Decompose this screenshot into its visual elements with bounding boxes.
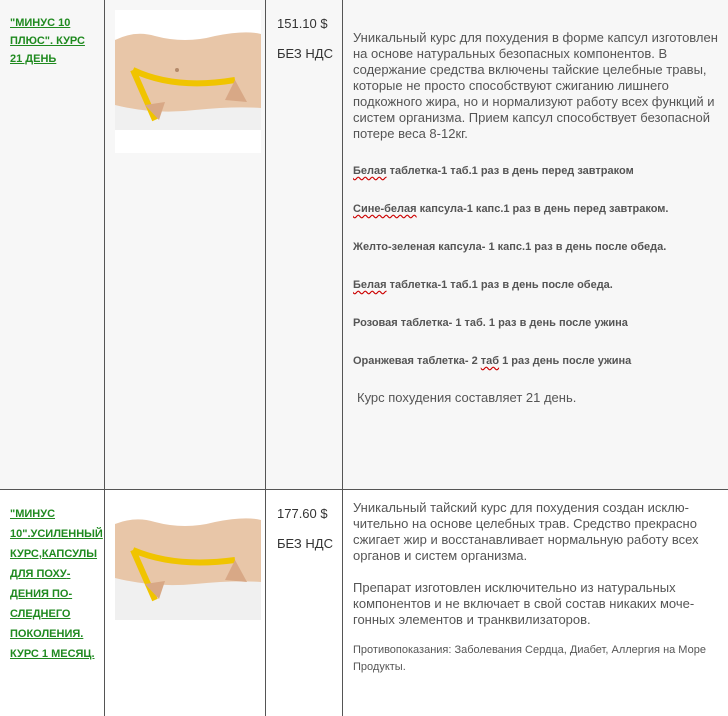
- waist-measure-illustration: [115, 514, 261, 620]
- waist-measure-illustration: [115, 10, 261, 153]
- price: 151.10 $: [277, 14, 342, 34]
- product-photo: [115, 514, 261, 620]
- course-duration: Курс похудения составляет 21 день.: [357, 390, 720, 405]
- product-row: [0, 490, 728, 716]
- description-extra: Препарат изготовлен исключительно из натуральных компонентов и не включает в свой состав никаких мочегонных элементов и транквилизаторов.: [353, 580, 722, 628]
- description: Уникальный курс для похудения в форме капсул изготовлен на основе натуральных безопасных компонентов. В содержание средства включены тайские целебные травы, которые не просто способствуют сжиганию лишнего подкожного жира, но и нормализуют работу всех функций и систем организма. Прием капсул способствует безопасной потере веса 8-12кг.: [353, 30, 722, 142]
- product-link[interactable]: "МИНУС 10 ПЛЮС". КУРС 21 ДЕНЬ: [10, 14, 98, 68]
- tax-note: БЕЗ НДС: [277, 44, 342, 64]
- product-name-cell: [0, 490, 105, 716]
- product-name-cell: [0, 0, 105, 490]
- price: 177.60 $: [277, 504, 342, 524]
- price-cell: [266, 0, 343, 490]
- product-image-cell: [105, 0, 266, 490]
- instruction-line: Оранжевая таблетка- 2 таб 1 раз день после ужина: [353, 354, 720, 368]
- instruction-line: Белая таблетка-1 таб.1 раз в день перед завтраком: [353, 164, 720, 178]
- instruction-line: Розовая таблетка- 1 таб. 1 раз в день после ужина: [353, 316, 720, 330]
- product-photo: [115, 10, 261, 153]
- instruction-line: Желто-зеленая капсула- 1 капс.1 раз в день после обеда.: [353, 240, 720, 254]
- product-link[interactable]: "МИНУС 10".УСИЛЕННЫЙ КУРС,КАПСУЛЫ ДЛЯ ПОХУДЕНИЯ ПОСЛЕДНЕГО ПОКОЛЕНИЯ. КУРС 1 МЕСЯЦ.: [10, 504, 98, 664]
- contraindications: Противопоказания: Заболевания Сердца, Диабет, Аллергия на Море Продукты.: [353, 642, 720, 676]
- instruction-line: Сине-белая капсула-1 капс.1 раз в день перед завтраком.: [353, 202, 720, 216]
- product-image-cell: [105, 490, 266, 716]
- tax-note: БЕЗ НДС: [277, 534, 342, 554]
- instruction-line: Белая таблетка-1 таб.1 раз в день после обеда.: [353, 278, 720, 292]
- description-cell: [343, 0, 728, 490]
- description: Уникальный тайский курс для похудения создан исключительно на основе целебных трав. Средство прекрасно сжигает жир и восстанавливает нормальную работу всех органов и систем организма.: [353, 500, 722, 564]
- description-cell: [343, 490, 728, 716]
- price-cell: [266, 490, 343, 716]
